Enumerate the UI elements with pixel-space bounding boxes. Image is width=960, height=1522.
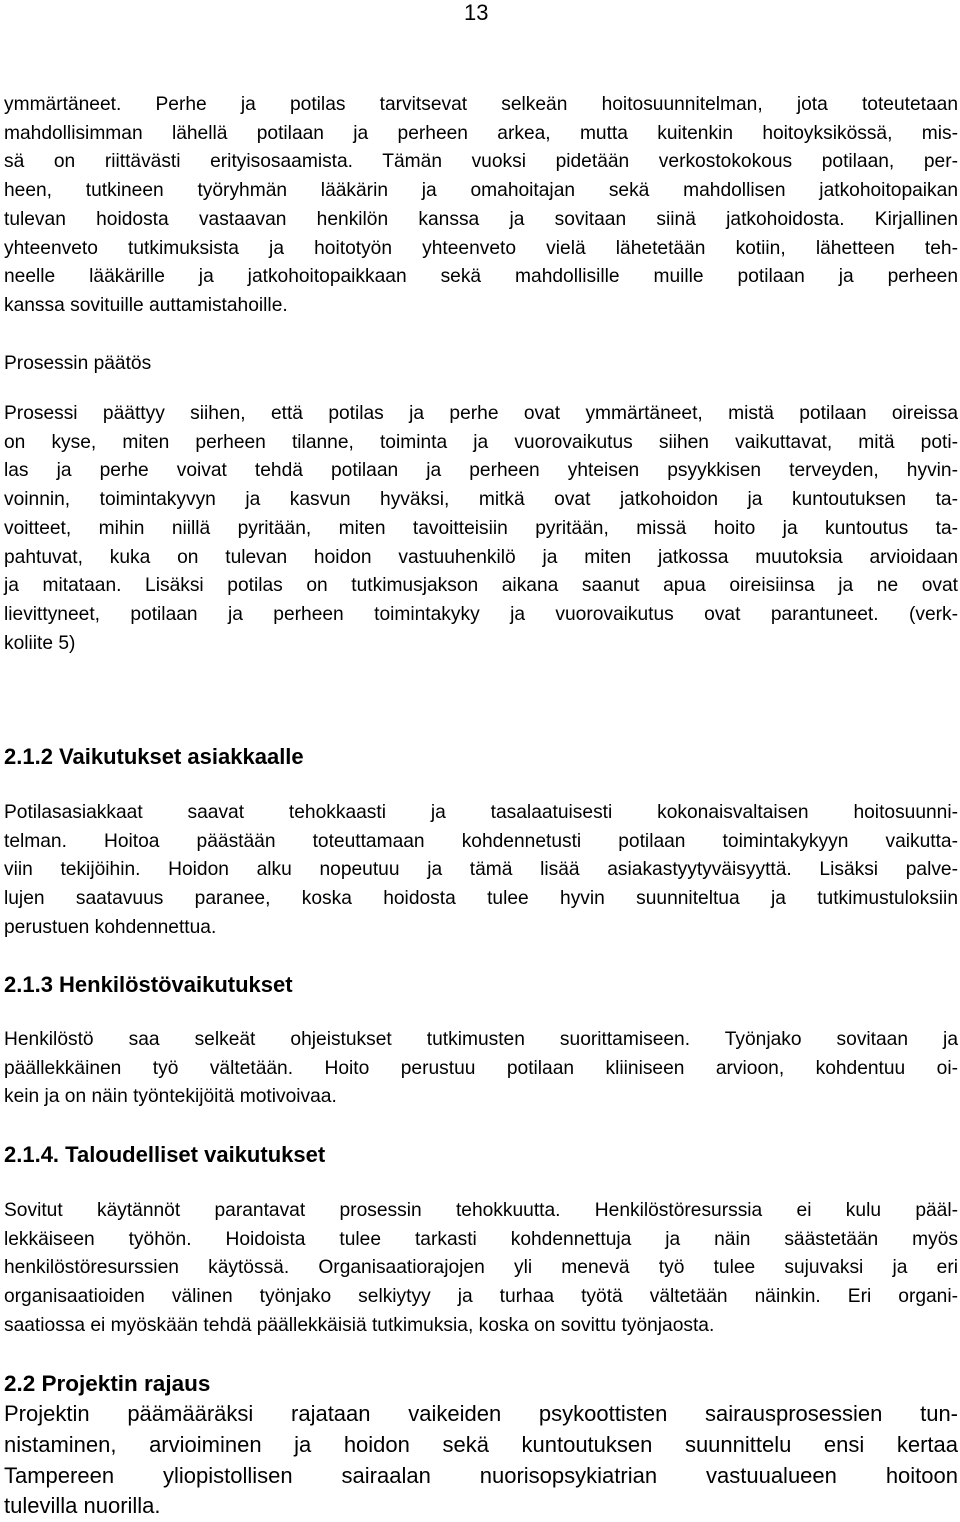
- paragraph-line: lievittyneet, potilaan ja perheen toimintakyky ja vuorovaikutus ovat parantuneet. (verk-: [4, 603, 958, 625]
- paragraph-line: Potilasasiakkaat saavat tehokkaasti ja tasalaatuisesti kokonaisvaltaisen hoitosuunni-: [4, 802, 958, 823]
- paragraph-line: sä on riittävästi erityisosaamista. Tämän vuoksi pidetään verkostokokous potilaan, per-: [4, 151, 958, 173]
- section-heading-2-2: 2.2 Projektin rajaus: [4, 1371, 211, 1396]
- section-2-2-paragraph: [4, 1399, 958, 1522]
- section-heading-2-1-4: 2.1.4. Taloudelliset vaikutukset: [4, 1142, 326, 1167]
- section-2-1-4-paragraph: [4, 1197, 958, 1341]
- paragraph-line: voinnin, toimintakyvyn ja kasvun hyväksi, mitkä ovat jatkohoidon ja kuntoutuksen ta-: [4, 489, 958, 511]
- paragraph-line: yhteenveto tutkimuksista ja hoitotyön yhteenveto vielä lähetetään kotiin, lähetteen teh-: [4, 237, 958, 259]
- paragraph-line: lujen saatavuus paranee, koska hoidosta tulee hyvin suunniteltua ja tutkimustuloksiin: [4, 888, 958, 910]
- paragraph-line: koliite 5): [4, 632, 76, 654]
- paragraph-line: Projektin päämääräksi rajataan vaikeiden psykoottisten sairausprosessien tun-: [4, 1401, 958, 1426]
- page-number: 13: [464, 0, 489, 25]
- process-end-paragraph: [4, 400, 958, 658]
- section-2-1-2-paragraph: [4, 799, 958, 943]
- paragraph-line: Henkilöstö saa selkeät ohjeistukset tutkimusten suorittamiseen. Työnjako sovitaan ja: [4, 1029, 958, 1050]
- paragraph-line: organisaatioiden välinen työnjako selkiytyy ja turhaa työtä vältetään näinkin. Eri organi-: [4, 1286, 958, 1308]
- section-2-1-3-paragraph: [4, 1026, 958, 1112]
- process-end-title: Prosessin päätös: [4, 353, 152, 374]
- paragraph-line: päällekkäinen työ vältetään. Hoito perustuu potilaan kliiniseen arvioon, kohdentuu oi-: [4, 1057, 958, 1079]
- paragraph-line: viin tekijöihin. Hoidon alku nopeutuu ja tämä lisää asiakastyytyväisyyttä. Lisäksi palve-: [4, 859, 958, 881]
- paragraph-line: ymmärtäneet. Perhe ja potilas tarvitsevat selkeän hoitosuunnitelman, jota toteutetaan: [4, 94, 958, 115]
- paragraph-line: mahdollisimman lähellä potilaan ja perheen arkea, mutta kuitenkin hoitoyksikössä, mis-: [4, 122, 958, 144]
- paragraph-line: neelle lääkärille ja jatkohoitopaikkaan sekä mahdollisille muille potilaan ja perheen: [4, 266, 958, 288]
- intro-paragraph: [4, 91, 958, 321]
- paragraph-line: las ja perhe voivat tehdä potilaan ja perheen yhteisen psyykkisen terveyden, hyvin-: [4, 460, 958, 482]
- paragraph-line: pahtuvat, kuka on tulevan hoidon vastuuhenkilö ja miten jatkossa muutoksia arvioidaan: [4, 546, 958, 568]
- paragraph-line: Prosessi päättyy siihen, että potilas ja perhe ovat ymmärtäneet, mistä potilaan oireissa: [4, 403, 958, 424]
- paragraph-line: tulevan hoidosta vastaavan henkilön kanssa ja sovitaan siinä jatkohoidosta. Kirjallinen: [4, 208, 958, 230]
- paragraph-line: kein ja on näin työntekijöitä motivoivaa.: [4, 1086, 337, 1108]
- paragraph-line: telman. Hoitoa päästään toteuttamaan kohdennetusti potilaan toimintakykyyn vaikutta-: [4, 830, 958, 852]
- paragraph-line: on kyse, miten perheen tilanne, toiminta ja vuorovaikutus siihen vaikuttavat, mitä poti-: [4, 431, 958, 453]
- paragraph-line: Sovitut käytännöt parantavat prosessin tehokkuutta. Henkilöstöresurssia ei kulu pääl-: [4, 1200, 958, 1221]
- paragraph-line: saatiossa ei myöskään tehdä päällekkäisiä tutkimuksia, koska on sovittu työnjaosta.: [4, 1314, 715, 1336]
- section-heading-2-1-3: 2.1.3 Henkilöstövaikutukset: [4, 972, 293, 997]
- paragraph-line: heen, tutkineen työryhmän lääkärin ja omahoitajan sekä mahdollisen jatkohoitopaikan: [4, 180, 958, 202]
- paragraph-line: nistaminen, arvioiminen ja hoidon sekä kuntoutuksen suunnittelu ensi kertaa: [4, 1431, 958, 1457]
- section-heading-2-1-2: 2.1.2 Vaikutukset asiakkaalle: [4, 744, 304, 769]
- paragraph-line: henkilöstöresurssien käytössä. Organisaatiorajojen yli menevä työ tulee sujuvaksi ja eri: [4, 1257, 958, 1279]
- paragraph-line: Tampereen yliopistollisen sairaalan nuorisopsykiatrian vastuualueen hoitoon: [4, 1462, 958, 1488]
- paragraph-line: voitteet, mihin niillä pyritään, miten tavoitteisiin pyritään, missä hoito ja kuntoutus ta-: [4, 517, 958, 539]
- paragraph-line: tulevilla nuorilla.: [4, 1493, 161, 1519]
- paragraph-line: lekkäiseen työhön. Hoidoista tulee tarkasti kohdennettuja ja näin säästetään myös: [4, 1228, 958, 1250]
- paragraph-line: ja mitataan. Lisäksi potilas on tutkimusjakson aikana saanut apua oireisiinsa ja ne ovat: [4, 575, 958, 597]
- paragraph-line: kanssa sovituille auttamistahoille.: [4, 294, 288, 316]
- paragraph-line: perustuen kohdennettua.: [4, 916, 217, 938]
